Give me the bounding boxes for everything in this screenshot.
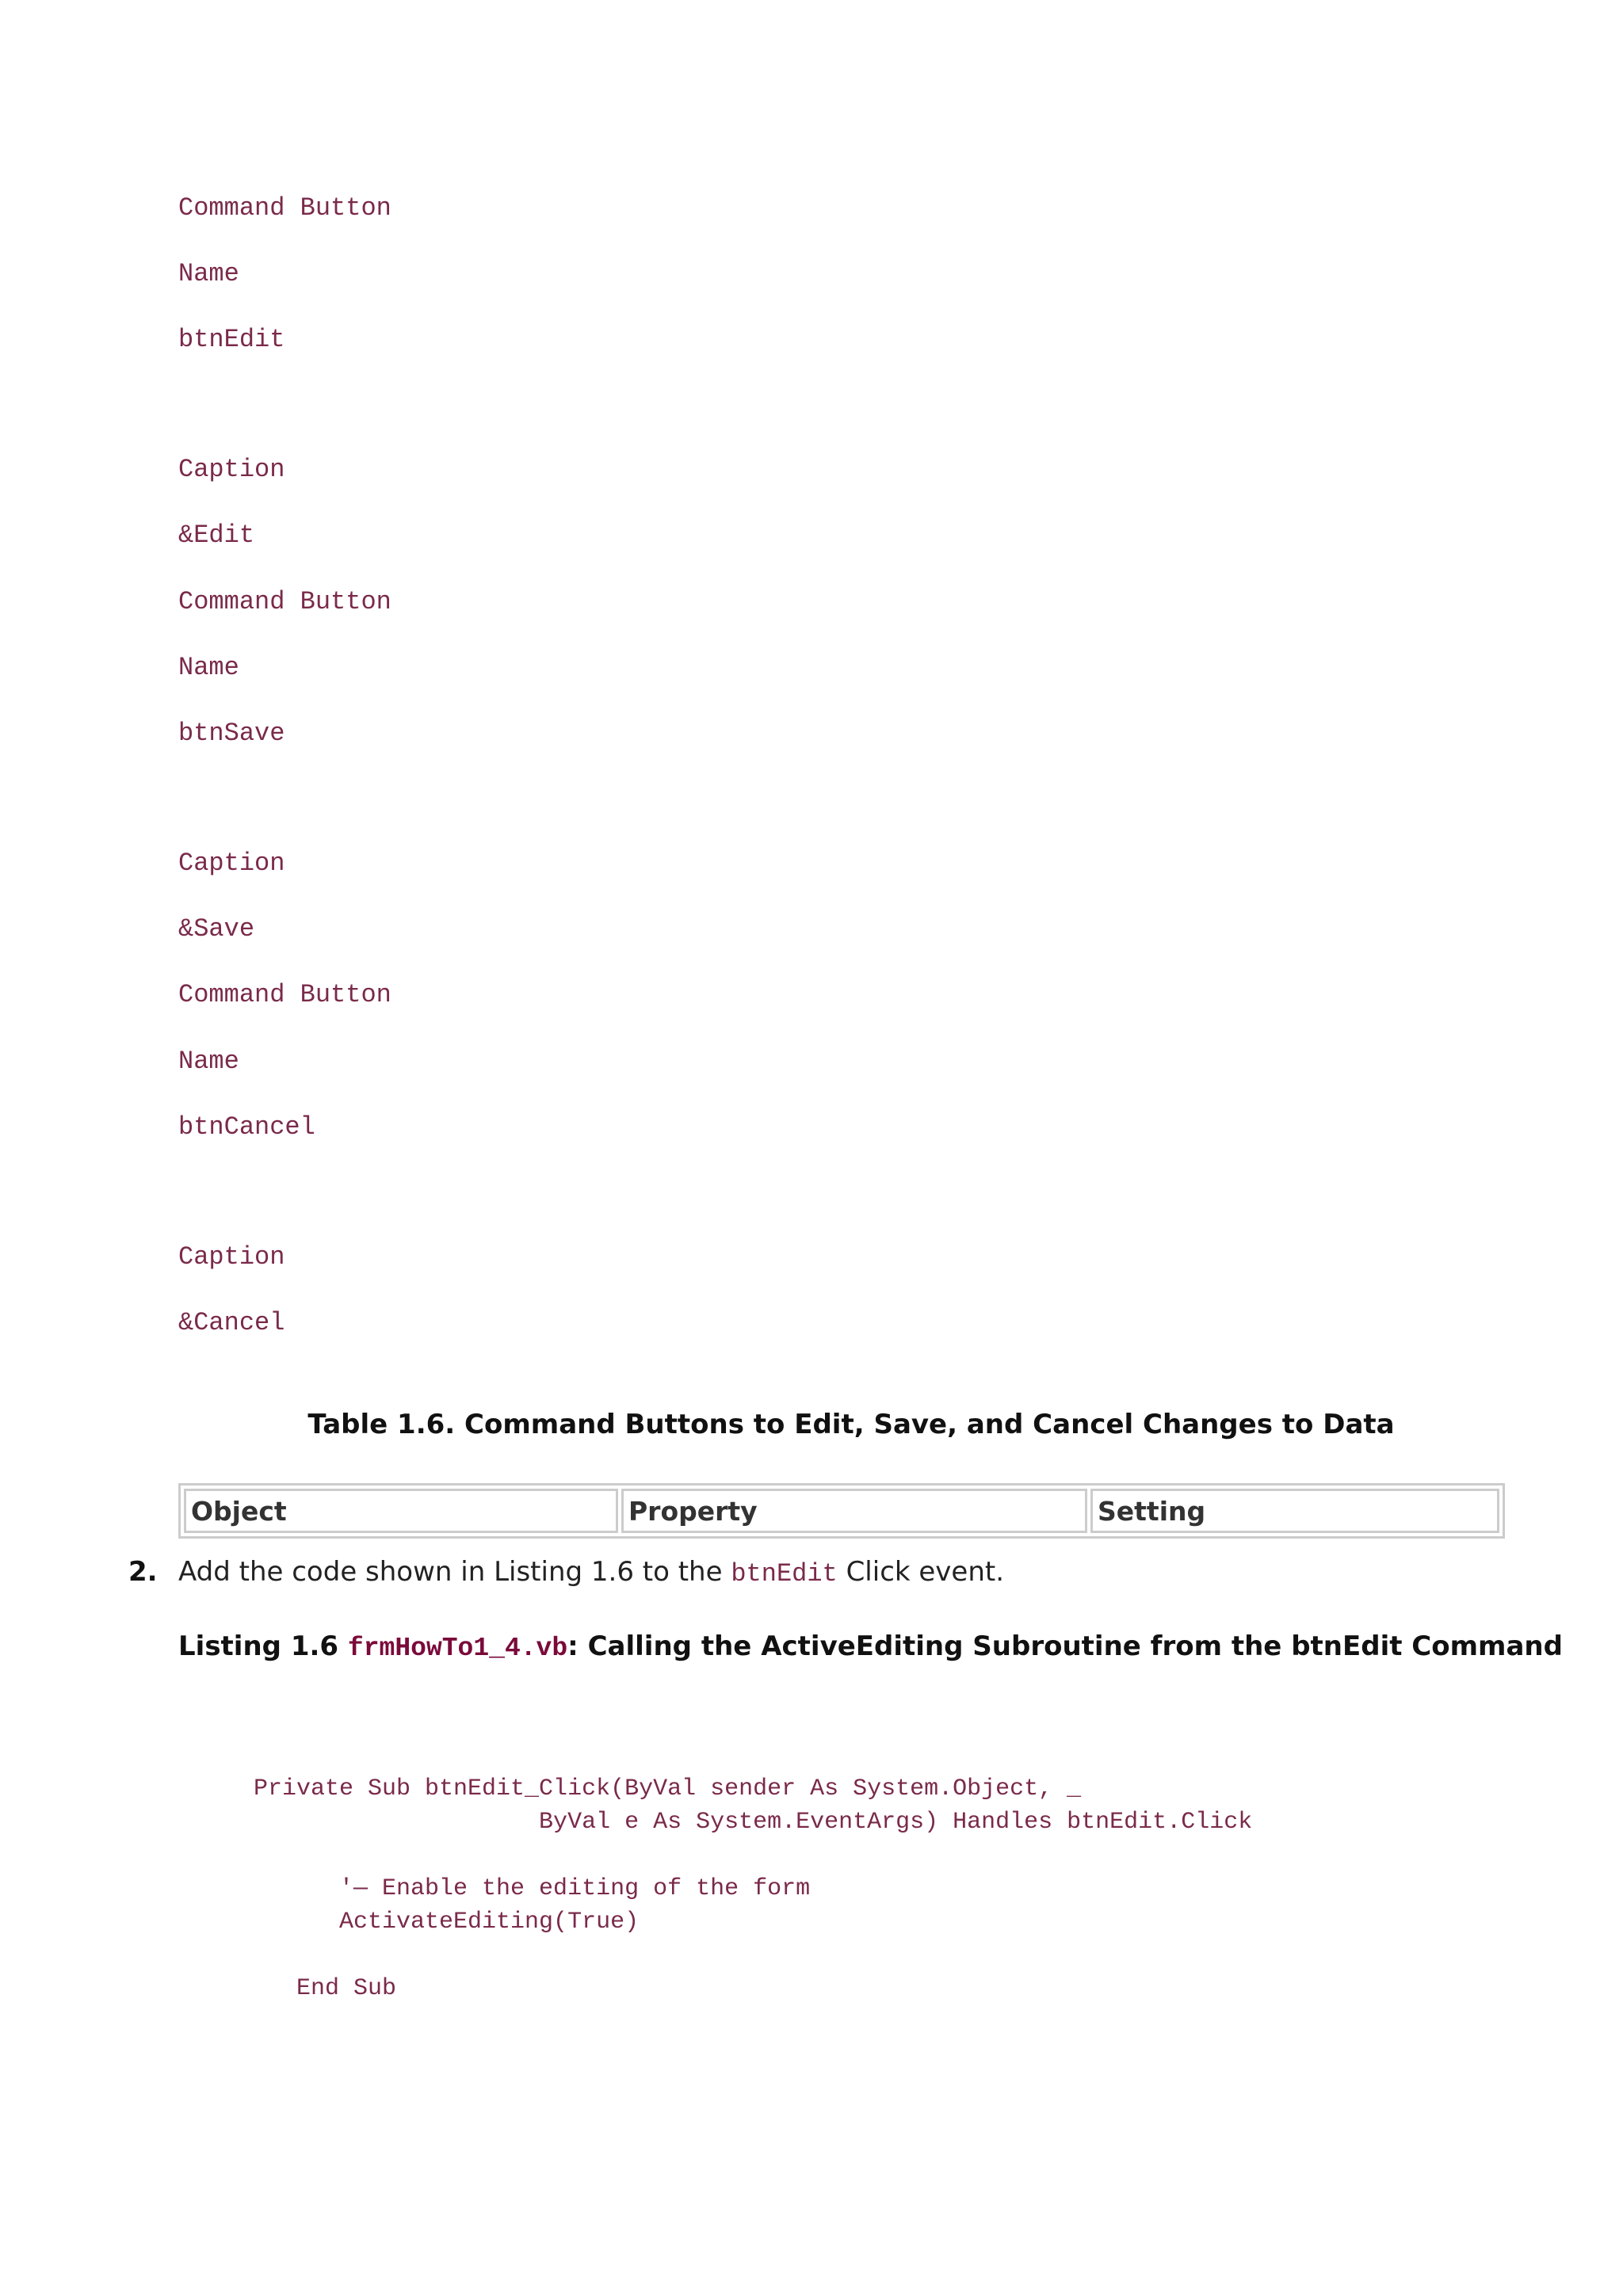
property-line: Command Button bbox=[178, 587, 391, 616]
code-line: End Sub bbox=[254, 1975, 397, 2002]
property-line: btnEdit bbox=[178, 325, 285, 354]
property-line: btnSave bbox=[178, 719, 285, 748]
properties-table bbox=[178, 1483, 1505, 1539]
property-line: Caption bbox=[178, 455, 285, 484]
property-line: &Edit bbox=[178, 521, 255, 550]
code-line: '— Enable the editing of the form bbox=[254, 1875, 811, 1902]
property-line: Name bbox=[178, 1047, 239, 1076]
property-line: Name bbox=[178, 653, 239, 682]
column-header-property: Property bbox=[621, 1489, 1087, 1533]
property-line: btnCancel bbox=[178, 1112, 315, 1142]
code-listing bbox=[254, 1772, 1252, 2005]
step-text bbox=[178, 1554, 1004, 1592]
code-line: Private Sub btnEdit_Click(ByVal sender As System.Object, _ bbox=[254, 1775, 1082, 1802]
step-text-before: Add the code shown in Listing 1.6 to the bbox=[178, 1556, 723, 1588]
inline-code: btnEdit bbox=[731, 1559, 838, 1589]
property-line: Command Button bbox=[178, 193, 391, 223]
column-header-object: Object bbox=[184, 1489, 618, 1533]
property-line: Command Button bbox=[178, 980, 391, 1009]
listing-title-text: : Calling the ActiveEditing Subroutine from the btnEdit Command bbox=[567, 1630, 1563, 1662]
property-line: &Cancel bbox=[178, 1308, 285, 1337]
listing-title bbox=[178, 1629, 1563, 1666]
step-number: 2. bbox=[128, 1556, 158, 1588]
step-text-after: Click event. bbox=[846, 1556, 1005, 1588]
property-line: Caption bbox=[178, 1242, 285, 1272]
listing-filename: frmHowTo1_4.vb bbox=[347, 1634, 568, 1663]
table-caption: Table 1.6. Command Buttons to Edit, Save, and Cancel Changes to Data bbox=[307, 1409, 1395, 1440]
property-line: Name bbox=[178, 259, 239, 288]
property-line: &Save bbox=[178, 914, 255, 944]
listing-label: Listing 1.6 bbox=[178, 1630, 339, 1662]
property-line: Caption bbox=[178, 849, 285, 878]
code-line: ByVal e As System.EventArgs) Handles btnEdit.Click bbox=[254, 1809, 1253, 1836]
column-header-setting: Setting bbox=[1090, 1489, 1499, 1533]
code-line: ActivateEditing(True) bbox=[254, 1909, 640, 1936]
table-header-row bbox=[184, 1489, 1499, 1533]
